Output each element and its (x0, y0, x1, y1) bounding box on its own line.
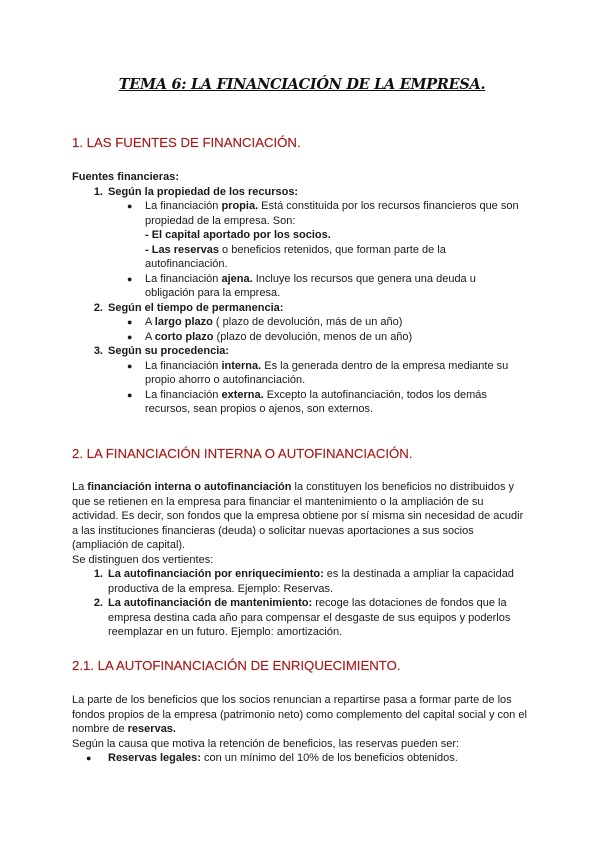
bullet-icon: ● (127, 317, 133, 327)
text: La financiación (145, 359, 222, 372)
item-label: Según la propiedad de los recursos: (108, 185, 299, 198)
item-number: 2. (93, 597, 103, 609)
bold-text: - El capital aportado por los socios. (145, 229, 331, 241)
text: La financiación (145, 272, 222, 285)
text: La parte de los beneficios que los socios renuncian a repartirse pasa a formar parte de los fondos propios de la empresa (patrimonio neto) como complemento del capital social y con el nombre de (72, 694, 527, 735)
list-item (72, 272, 528, 301)
numbered-item (72, 185, 528, 200)
item-number: 3. (93, 345, 103, 357)
text: A (145, 330, 155, 343)
text: o beneficios retenidos, que forman parte de la autofinanciación. (145, 243, 446, 270)
numbered-item (72, 344, 528, 359)
bold-text: ajena. (221, 272, 253, 285)
bullet-icon: ● (127, 360, 133, 371)
text: Es la generada dentro de la empresa mediante su propio ahorro o autofinanciación. (145, 359, 509, 386)
list-item (72, 199, 528, 272)
section-body-fuentes (72, 170, 528, 417)
bullet-icon: ● (86, 753, 92, 763)
document-title: TEMA 6: LA FINANCIACIÓN DE LA EMPRESA. (118, 76, 486, 93)
list-item (72, 330, 528, 345)
bold-text: La autofinanciación de mantenimiento: (108, 597, 313, 609)
text: La financiación (145, 388, 222, 401)
item-number: 1. (93, 185, 103, 198)
list-item (72, 359, 528, 388)
text: ( plazo de devolución, más de un año) (212, 316, 403, 328)
paragraph (72, 480, 528, 553)
text: La (72, 481, 88, 493)
text: Está constituida por los recursos financieros que son propiedad de la empresa. Son: (145, 200, 519, 227)
section-body-enriquecimiento (72, 693, 528, 766)
bold-text: - Las reservas (145, 243, 219, 256)
numbered-item (72, 596, 528, 640)
section-body-autofinanciacion (72, 480, 528, 640)
list-item (72, 315, 528, 330)
numbered-item (72, 301, 528, 316)
text: recoge las dotaciones de fondos que la empresa destina cada año para compensar el desgaste de sus equipos y poderlos reemplazar en un futuro. Ejemplo: amortización. (108, 597, 511, 638)
item-label: Según el tiempo de permanencia: (108, 301, 284, 314)
section-heading-autofinanciacion: 2. LA FINANCIACIÓN INTERNA O AUTOFINANCIACIÓN. (72, 446, 413, 461)
text: Excepto la autofinanciación, todos los demás recursos, sean propios o ajenos, son externos. (145, 388, 487, 415)
bold-text: Reservas legales: (108, 752, 201, 764)
numbered-item (72, 567, 528, 596)
bold-text: externa. (221, 388, 264, 401)
list-item (72, 388, 528, 417)
bullet-icon: ● (127, 389, 133, 400)
text: A (145, 316, 155, 328)
list-item (72, 751, 528, 766)
text: (plazo de devolución, menos de un año) (213, 330, 413, 343)
text: es la destinada a ampliar la capacidad productiva de la empresa. Ejemplo: Reservas. (108, 568, 514, 595)
item-label: Según su procedencia: (108, 345, 230, 357)
paragraph (72, 693, 528, 737)
text: Incluye los recursos que genera una deuda u obligación para la empresa. (145, 272, 476, 299)
item-number: 1. (93, 568, 103, 580)
bold-text: corto plazo (154, 330, 214, 343)
bold-text: interna. (221, 359, 262, 372)
bullet-icon: ● (127, 331, 133, 342)
text: La financiación (145, 200, 222, 212)
bold-text: largo plazo (154, 316, 213, 328)
bold-text: financiación interna o autofinanciación (87, 481, 292, 493)
bold-text: reservas. (127, 723, 176, 735)
bullet-icon: ● (127, 273, 133, 284)
text: la constituyen los beneficios no distribuidos y que se retienen en la empresa para financiar el mantenimiento o la ampliación de su actividad. Es decir, son fondos que la empresa obtiene por sí misma sin necesidad de acudir a las instituciones financieras (deuda) o solicitar nuevas aportaciones a sus socios (ampliación de capital). (72, 481, 524, 551)
section-heading-enriquecimiento: 2.1. LA AUTOFINANCIACIÓN DE ENRIQUECIMIENTO. (72, 658, 401, 673)
bullet-icon: ● (127, 201, 133, 211)
paragraph: Se distinguen dos vertientes: (72, 553, 214, 566)
paragraph: Según la causa que motiva la retención de beneficios, las reservas pueden ser: (72, 737, 460, 750)
item-number: 2. (93, 301, 103, 314)
text: con un mínimo del 10% de los beneficios obtenidos. (200, 752, 458, 764)
intro-label: Fuentes financieras: (72, 171, 179, 183)
bold-text: La autofinanciación por enriquecimiento: (108, 568, 324, 580)
section-heading-fuentes: 1. LAS FUENTES DE FINANCIACIÓN. (72, 135, 301, 150)
bold-text: propia. (221, 200, 259, 212)
